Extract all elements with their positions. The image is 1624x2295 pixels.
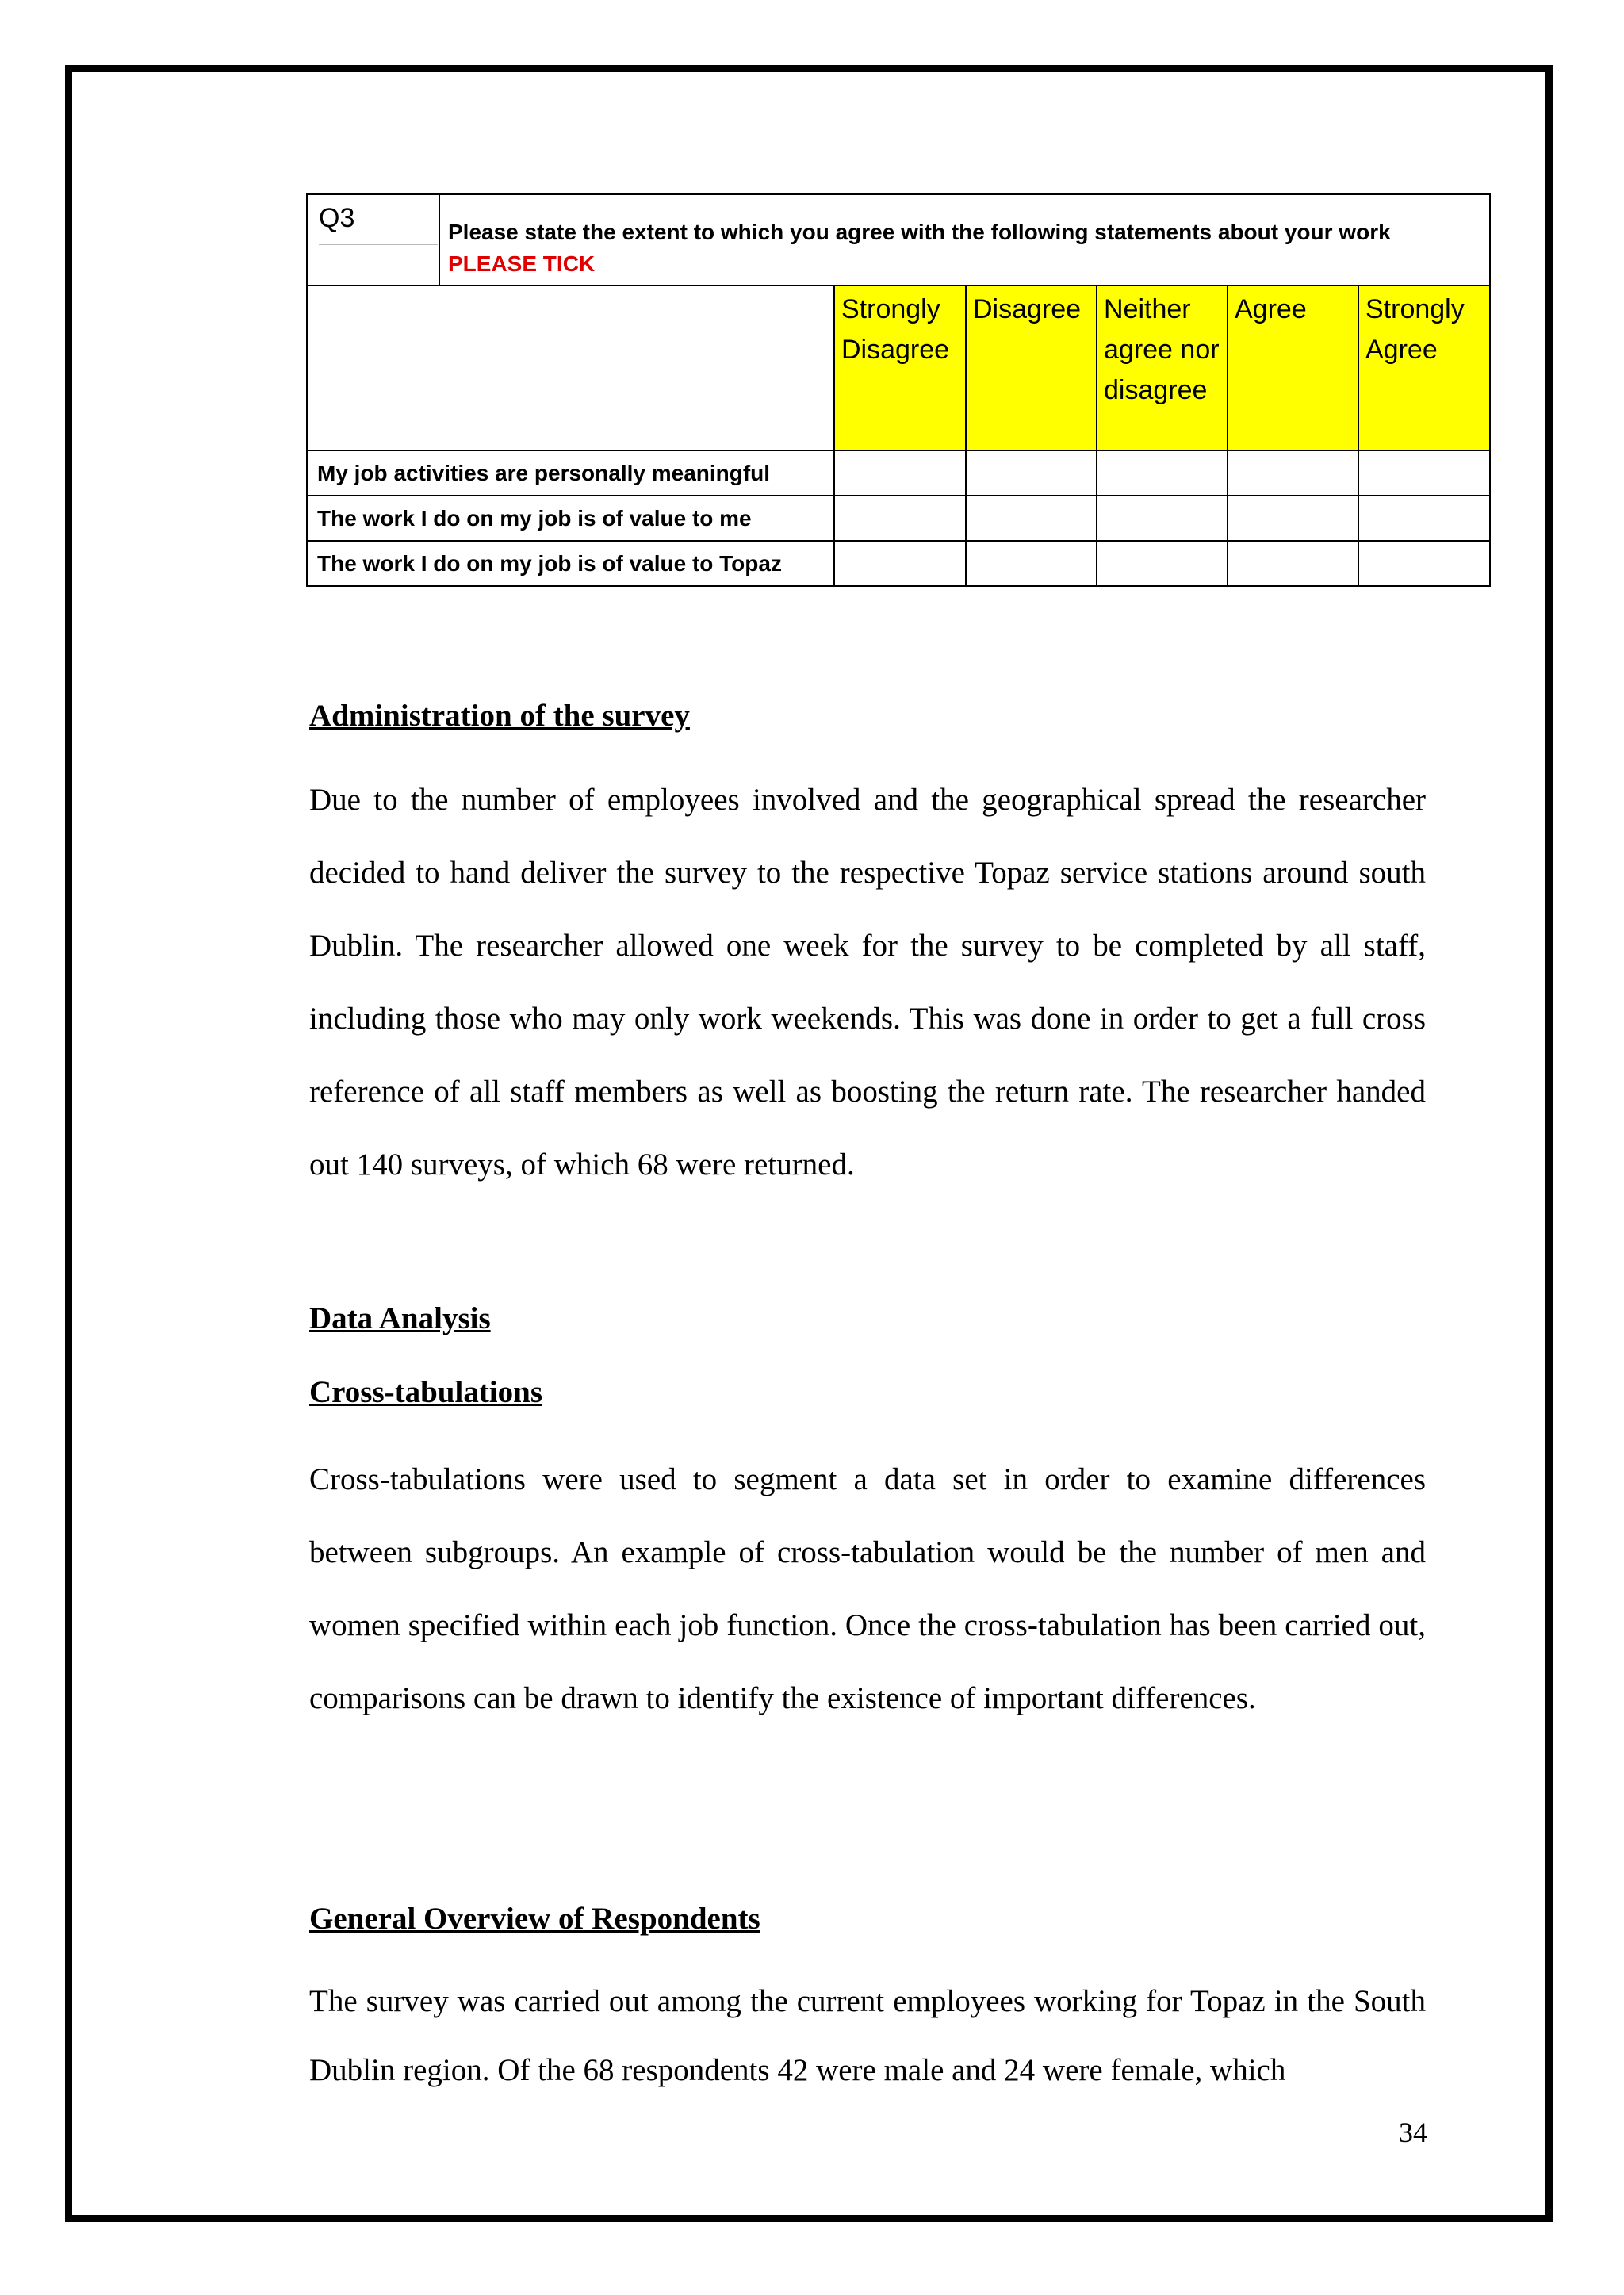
- tick-box[interactable]: [1358, 496, 1490, 541]
- tick-box[interactable]: [1097, 496, 1228, 541]
- overview-heading: General Overview of Respondents: [309, 1902, 760, 1936]
- scale-header-row: [307, 285, 1490, 450]
- tick-box[interactable]: [1097, 541, 1228, 586]
- question-number-cell: [307, 194, 439, 285]
- statement-label: My job activities are personally meaningful: [307, 450, 834, 496]
- statement-row: [307, 496, 1490, 541]
- tick-box[interactable]: [966, 496, 1097, 541]
- question-text-cell: [439, 194, 1490, 285]
- tick-box[interactable]: [1228, 496, 1358, 541]
- tick-box[interactable]: [834, 496, 966, 541]
- statement-label: The work I do on my job is of value to Topaz: [307, 541, 834, 586]
- scale-strongly-agree: Strongly Agree: [1358, 285, 1490, 450]
- question-row: [307, 194, 1490, 285]
- tick-box[interactable]: [834, 541, 966, 586]
- tick-box[interactable]: [1358, 541, 1490, 586]
- question-number: Q3: [319, 203, 438, 245]
- survey-question-table: [306, 193, 1491, 587]
- data-analysis-paragraph: Cross-tabulations were used to segment a data set in order to examine differences between subgroups. An example of cross-tabulation would be the number of men and women specified within each job function. Once the cross-tabulation has been carried out, comparisons can be drawn to identify the existence of important differences.: [309, 1462, 1426, 1715]
- tick-box[interactable]: [966, 450, 1097, 496]
- cross-tabulations-subheading: Cross-tabulations: [309, 1375, 543, 1409]
- tick-box[interactable]: [1228, 541, 1358, 586]
- tick-box[interactable]: [966, 541, 1097, 586]
- scale-neither: Neither agree nor disagree: [1097, 285, 1228, 450]
- scale-agree: Agree: [1228, 285, 1358, 450]
- administration-paragraph: Due to the number of employees involved and the geographical spread the researcher decided to hand deliver the survey to the respective Topaz service stations around south Dublin. The researcher allowed one week for the survey to be completed by all staff, including those who may only work weekends. This was done in order to get a full cross reference of all staff members as well as boosting the return rate. The researcher handed out 140 surveys, of which 68 were returned.: [309, 783, 1426, 1182]
- scale-disagree: Disagree: [966, 285, 1097, 450]
- scale-header-blank: [307, 285, 834, 450]
- data-analysis-heading: Data Analysis: [309, 1301, 491, 1335]
- tick-box[interactable]: [1097, 450, 1228, 496]
- scale-strongly-disagree: Strongly Disagree: [834, 285, 966, 450]
- page-number: 34: [1399, 2117, 1427, 2148]
- overview-paragraph: The survey was carried out among the current employees working for Topaz in the South Dublin region. Of the 68 respondents 42 were male and 24 were female, which: [309, 1984, 1426, 2087]
- please-tick-instruction: PLEASE TICK: [448, 251, 596, 276]
- administration-heading: Administration of the survey: [309, 699, 690, 733]
- statement-row: [307, 450, 1490, 496]
- tick-box[interactable]: [1228, 450, 1358, 496]
- question-text: Please state the extent to which you agree with the following statements about your work: [448, 220, 1391, 244]
- statement-row: [307, 541, 1490, 586]
- tick-box[interactable]: [1358, 450, 1490, 496]
- tick-box[interactable]: [834, 450, 966, 496]
- statement-label: The work I do on my job is of value to me: [307, 496, 834, 541]
